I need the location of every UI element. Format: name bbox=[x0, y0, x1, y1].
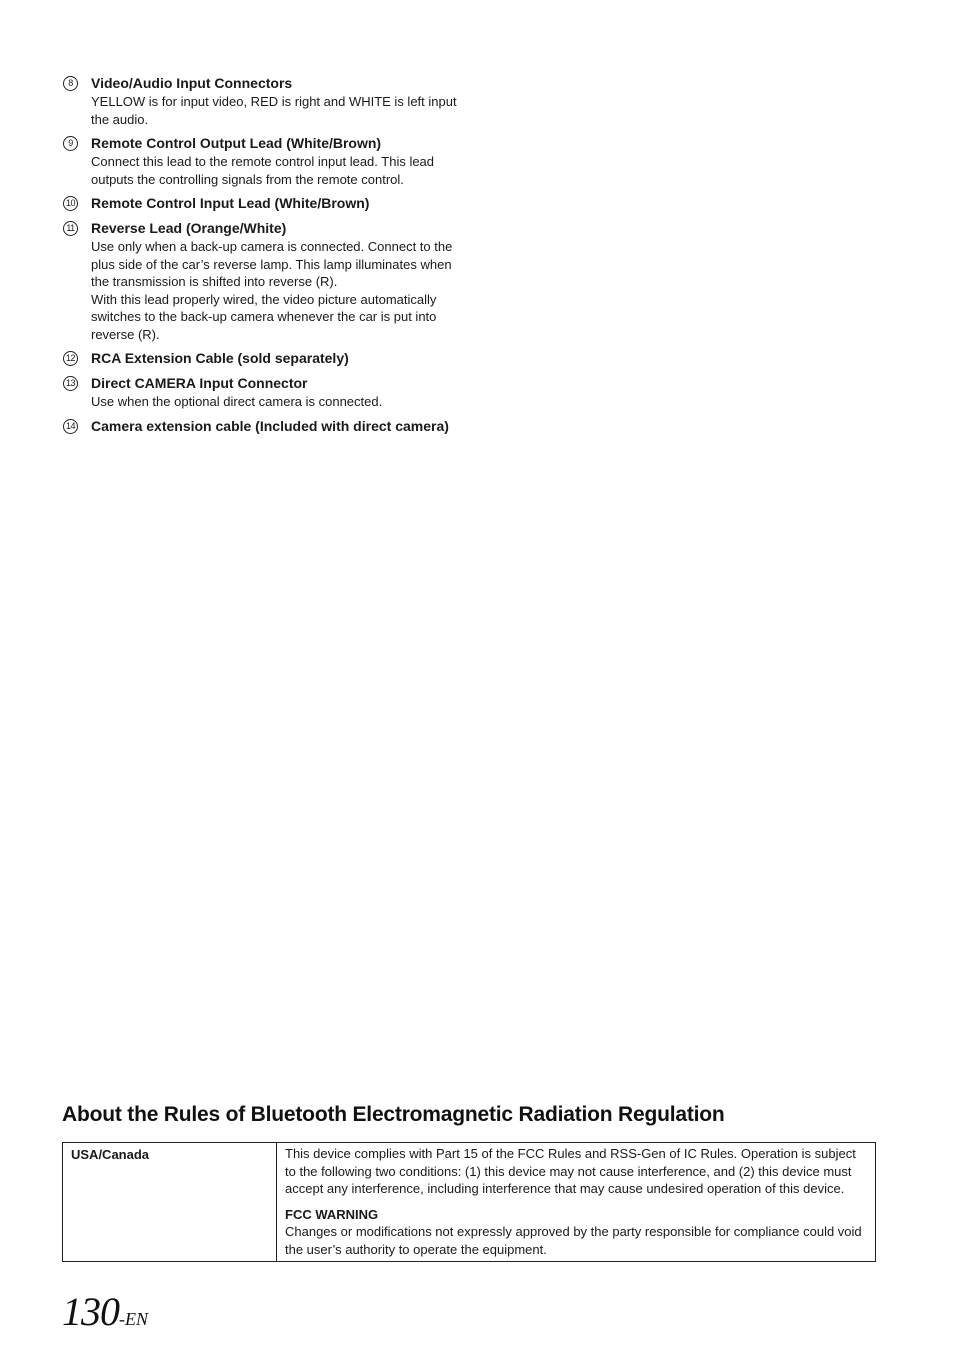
list-item bbox=[63, 134, 463, 188]
item-title: Reverse Lead (Orange/White) bbox=[91, 220, 287, 236]
region-cell: USA/Canada bbox=[63, 1143, 277, 1262]
page-language-suffix: -EN bbox=[119, 1309, 148, 1329]
item-number-badge: 10 bbox=[63, 196, 78, 211]
item-number-badge: 8 bbox=[63, 76, 78, 91]
item-number-badge: 9 bbox=[63, 136, 78, 151]
item-title: RCA Extension Cable (sold separately) bbox=[91, 350, 349, 366]
item-description bbox=[91, 153, 463, 188]
table-row bbox=[63, 1143, 876, 1262]
list-item bbox=[63, 74, 463, 128]
item-title: Camera extension cable (Included with direct camera) bbox=[91, 417, 449, 434]
statement-cell bbox=[277, 1143, 876, 1262]
item-number-badge: 11 bbox=[63, 221, 78, 236]
list-item bbox=[63, 417, 463, 436]
item-number-badge: 13 bbox=[63, 376, 78, 391]
fcc-warning-title: FCC WARNING bbox=[285, 1206, 379, 1222]
item-description-paragraph: Use only when a back-up camera is connected. Connect to the plus side of the car’s reverse lamp. This lamp illuminates when the transmission is shifted into reverse (R). bbox=[91, 239, 453, 289]
item-description-paragraph: Use when the optional direct camera is connected. bbox=[91, 394, 383, 409]
item-description-paragraph: Connect this lead to the remote control input lead. This lead outputs the controlling signals from the remote control. bbox=[91, 154, 435, 187]
list-item bbox=[63, 349, 463, 368]
item-title: Direct CAMERA Input Connector bbox=[91, 375, 308, 391]
item-title: Video/Audio Input Connectors bbox=[91, 75, 293, 91]
compliance-statement: This device complies with Part 15 of the FCC Rules and RSS-Gen of IC Rules. Operation is subject to the following two conditions: (1) this device may not cause interference, and (2) this device must accept any interference, including interference that may cause undesired operation of this device. bbox=[285, 1146, 856, 1196]
list-item bbox=[63, 194, 463, 213]
item-description-paragraph: With this lead properly wired, the video picture automatically switches to the back-up camera whenever the car is put into reverse (R). bbox=[91, 291, 437, 342]
fcc-warning-text: Changes or modifications not expressly approved by the party responsible for compliance could void the user’s authority to operate the equipment. bbox=[285, 1224, 862, 1257]
section-heading: About the Rules of Bluetooth Electromagnetic Radiation Regulation bbox=[62, 1103, 725, 1126]
page-number-value: 130 bbox=[62, 1289, 119, 1334]
item-number-badge: 14 bbox=[63, 419, 78, 434]
list-item bbox=[63, 219, 463, 343]
page-number bbox=[62, 1288, 148, 1335]
list-item bbox=[63, 374, 463, 411]
item-title: Remote Control Output Lead (White/Brown) bbox=[91, 135, 382, 151]
item-title: Remote Control Input Lead (White/Brown) bbox=[91, 195, 370, 211]
item-description-paragraph: YELLOW is for input video, RED is right and WHITE is left input the audio. bbox=[91, 94, 457, 127]
connector-list bbox=[63, 74, 463, 442]
item-description bbox=[91, 238, 463, 343]
item-description bbox=[91, 93, 463, 128]
item-description bbox=[91, 393, 463, 411]
regulation-table bbox=[62, 1142, 876, 1262]
item-number-badge: 12 bbox=[63, 351, 78, 366]
